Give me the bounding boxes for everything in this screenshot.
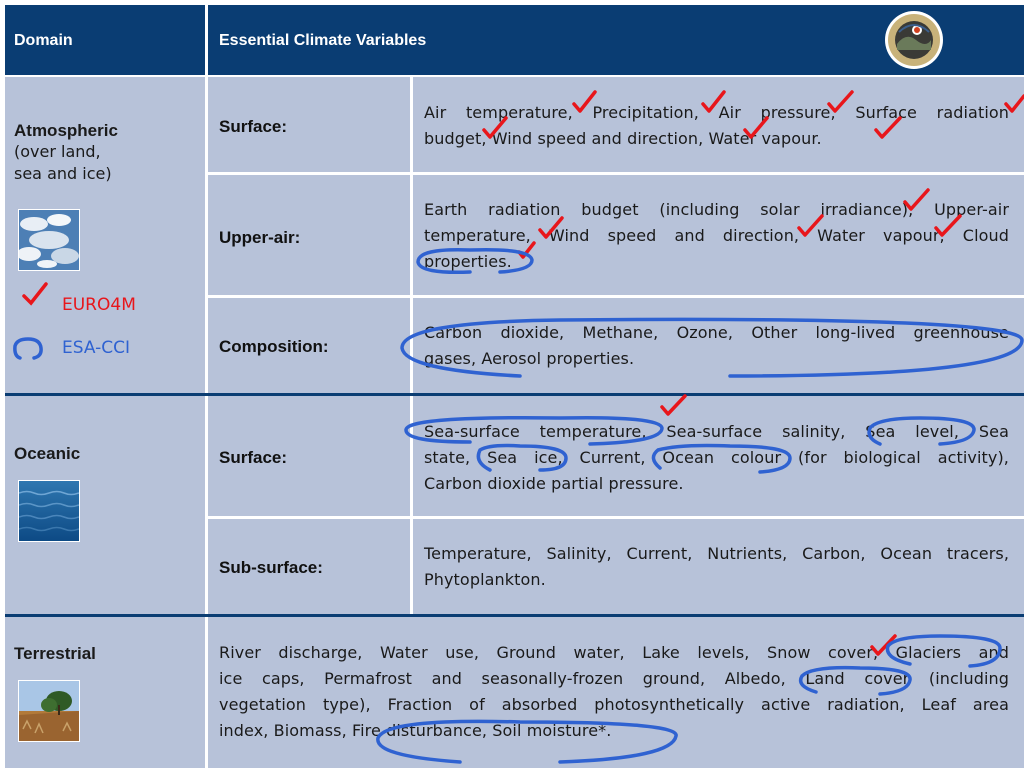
terrestrial-variables: River discharge, Water use, Ground water, Lake levels, Snow cover, Glaciers and ice caps, Permafrost and seasonally-frozen ground, Albedo, Land cover (including vegetation type), Fraction of absorbed photosynthetically active radiation, Leaf area index, Biomass, Fire disturbance, Soil moisture*. — [219, 643, 1009, 740]
section-divider — [5, 393, 1024, 396]
domain-subtitle-line: sea and ice) — [14, 164, 112, 183]
legend-esa-cci: ESA-CCI — [62, 338, 130, 358]
section-divider — [5, 614, 1024, 617]
atm-composition-variables: Carbon dioxide, Methane, Ozone, Other long-lived greenhouse gases, Aerosol properties. — [424, 323, 1009, 368]
euro4m-check-icon — [22, 282, 48, 310]
header-ecv: Essential Climate Variables — [219, 32, 427, 49]
row-label-ocean-subsurface: Sub-surface: — [219, 558, 323, 577]
domain-terrestrial: Terrestrial — [14, 644, 96, 663]
header-domain: Domain — [14, 32, 73, 49]
row-label-atm-upper-air: Upper-air: — [219, 228, 301, 247]
domain-atmospheric — [14, 121, 118, 185]
ocean-subsurface-variables: Temperature, Salinity, Current, Nutrients, Carbon, Ocean tracers, Phytoplankton. — [424, 544, 1009, 589]
ocean-surface-variables: Sea-surface temperature, Sea-surface salinity, Sea level, Sea state, Sea ice, Current, Ocean colour (for biological activity), Carbon dioxide partial pressure. — [424, 422, 1009, 493]
row-label-atm-composition: Composition: — [219, 337, 329, 356]
atm-upper-air-variables: Earth radiation budget (including solar irradiance), Upper-air temperature, Wind speed and direction, Water vapour, Cloud properties. — [424, 200, 1009, 271]
esa-cci-loop-icon — [12, 336, 44, 366]
row-label-atm-surface: Surface: — [219, 117, 288, 136]
ocean-water-image — [18, 480, 80, 542]
domain-oceanic: Oceanic — [14, 444, 81, 463]
atm-surface-variables: Air temperature, Precipitation, Air pressure, Surface radiation budget, Wind speed and direction, Water vapour. — [424, 103, 1009, 148]
gcos-logo-icon — [884, 10, 944, 70]
domain-subtitle-line: (over land, — [14, 142, 101, 161]
legend-euro4m: EURO4M — [62, 295, 136, 315]
header-divider — [205, 5, 208, 75]
table-header — [5, 5, 1024, 75]
land-vegetation-image — [18, 680, 80, 742]
domain-title: Atmospheric — [14, 121, 118, 140]
sky-clouds-image — [18, 209, 80, 271]
row-label-ocean-surface: Surface: — [219, 448, 288, 467]
